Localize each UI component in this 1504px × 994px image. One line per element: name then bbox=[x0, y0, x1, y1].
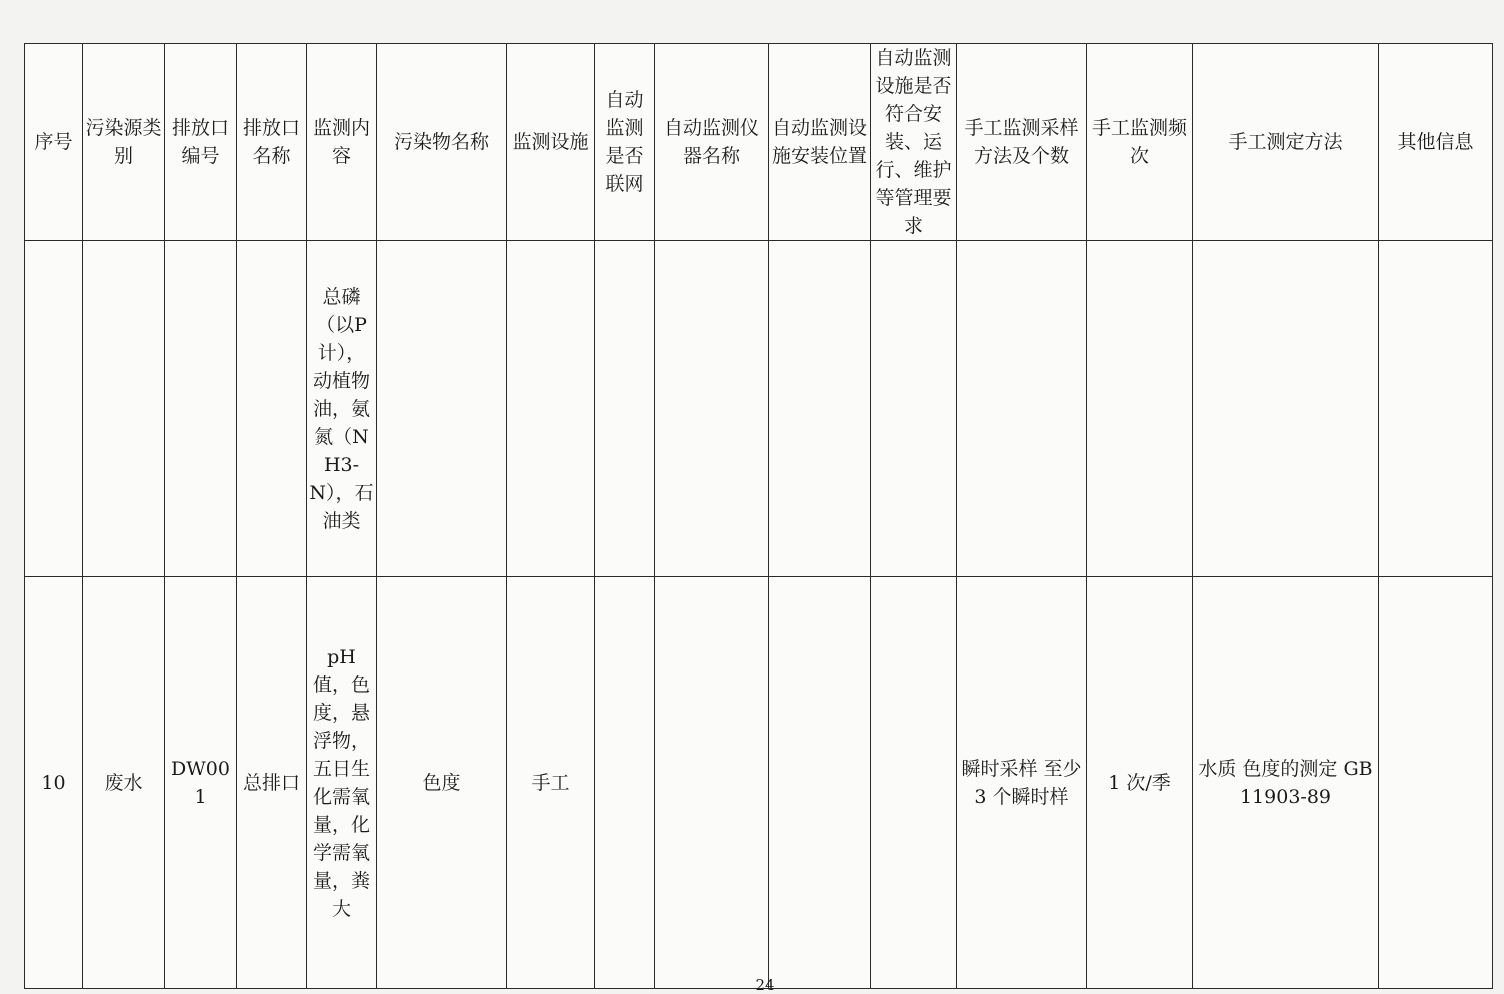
header-cell: 序号 bbox=[25, 44, 83, 241]
monitoring-content-cell: 总磷（以P计），动植物油，氨氮（NH3-N），石油类 bbox=[307, 241, 377, 577]
header-cell: 污染源类别 bbox=[83, 44, 165, 241]
outlet-name-cell bbox=[237, 241, 307, 577]
header-cell: 手工测定方法 bbox=[1193, 44, 1379, 241]
other-info-cell bbox=[1379, 577, 1493, 989]
header-cell: 自动监测仪器名称 bbox=[655, 44, 769, 241]
header-cell: 手工监测采样方法及个数 bbox=[957, 44, 1087, 241]
auto-instrument-cell bbox=[655, 577, 769, 989]
other-info-cell bbox=[1379, 241, 1493, 577]
outlet-name-cell: 总排口 bbox=[237, 577, 307, 989]
header-cell: 自动监测设施安装位置 bbox=[769, 44, 871, 241]
facility-cell bbox=[507, 241, 595, 577]
auto-location-cell bbox=[769, 577, 871, 989]
header-cell: 排放口名称 bbox=[237, 44, 307, 241]
page-number: 24 bbox=[755, 976, 775, 994]
header-cell: 监测内容 bbox=[307, 44, 377, 241]
table-row bbox=[25, 577, 1493, 989]
header-cell: 手工监测频次 bbox=[1087, 44, 1193, 241]
header-cell: 污染物名称 bbox=[377, 44, 507, 241]
pollutant-cell: 色度 bbox=[377, 577, 507, 989]
manual-frequency-cell: 1 次/季 bbox=[1087, 577, 1193, 989]
facility-cell: 手工 bbox=[507, 577, 595, 989]
manual-method-cell: 水质 色度的测定 GB 11903-89 bbox=[1193, 577, 1379, 989]
pollutant-cell bbox=[377, 241, 507, 577]
auto-compliance-cell bbox=[871, 241, 957, 577]
header-cell: 监测设施 bbox=[507, 44, 595, 241]
header-cell: 排放口编号 bbox=[165, 44, 237, 241]
manual-method-cell bbox=[1193, 241, 1379, 577]
auto-networked-cell bbox=[595, 241, 655, 577]
auto-networked-cell bbox=[595, 577, 655, 989]
auto-instrument-cell bbox=[655, 241, 769, 577]
seq-cell bbox=[25, 241, 83, 577]
auto-compliance-cell bbox=[871, 577, 957, 989]
auto-location-cell bbox=[769, 241, 871, 577]
outlet-code-cell: DW001 bbox=[165, 577, 237, 989]
outlet-code-cell bbox=[165, 241, 237, 577]
header-cell: 自动监测是否联网 bbox=[595, 44, 655, 241]
manual-sampling-cell bbox=[957, 241, 1087, 577]
monitoring-table bbox=[24, 43, 1493, 989]
source-type-cell: 废水 bbox=[83, 577, 165, 989]
header-cell: 其他信息 bbox=[1379, 44, 1493, 241]
header-row bbox=[25, 44, 1493, 241]
source-type-cell bbox=[83, 241, 165, 577]
manual-sampling-cell: 瞬时采样 至少 3 个瞬时样 bbox=[957, 577, 1087, 989]
table-row bbox=[25, 241, 1493, 577]
seq-cell: 10 bbox=[25, 577, 83, 989]
manual-frequency-cell bbox=[1087, 241, 1193, 577]
header-cell: 自动监测设施是否符合安装、运行、维护等管理要求 bbox=[871, 44, 957, 241]
monitoring-content-cell: pH值，色度，悬浮物，五日生化需氧量，化学需氧量，粪大 bbox=[307, 577, 377, 989]
